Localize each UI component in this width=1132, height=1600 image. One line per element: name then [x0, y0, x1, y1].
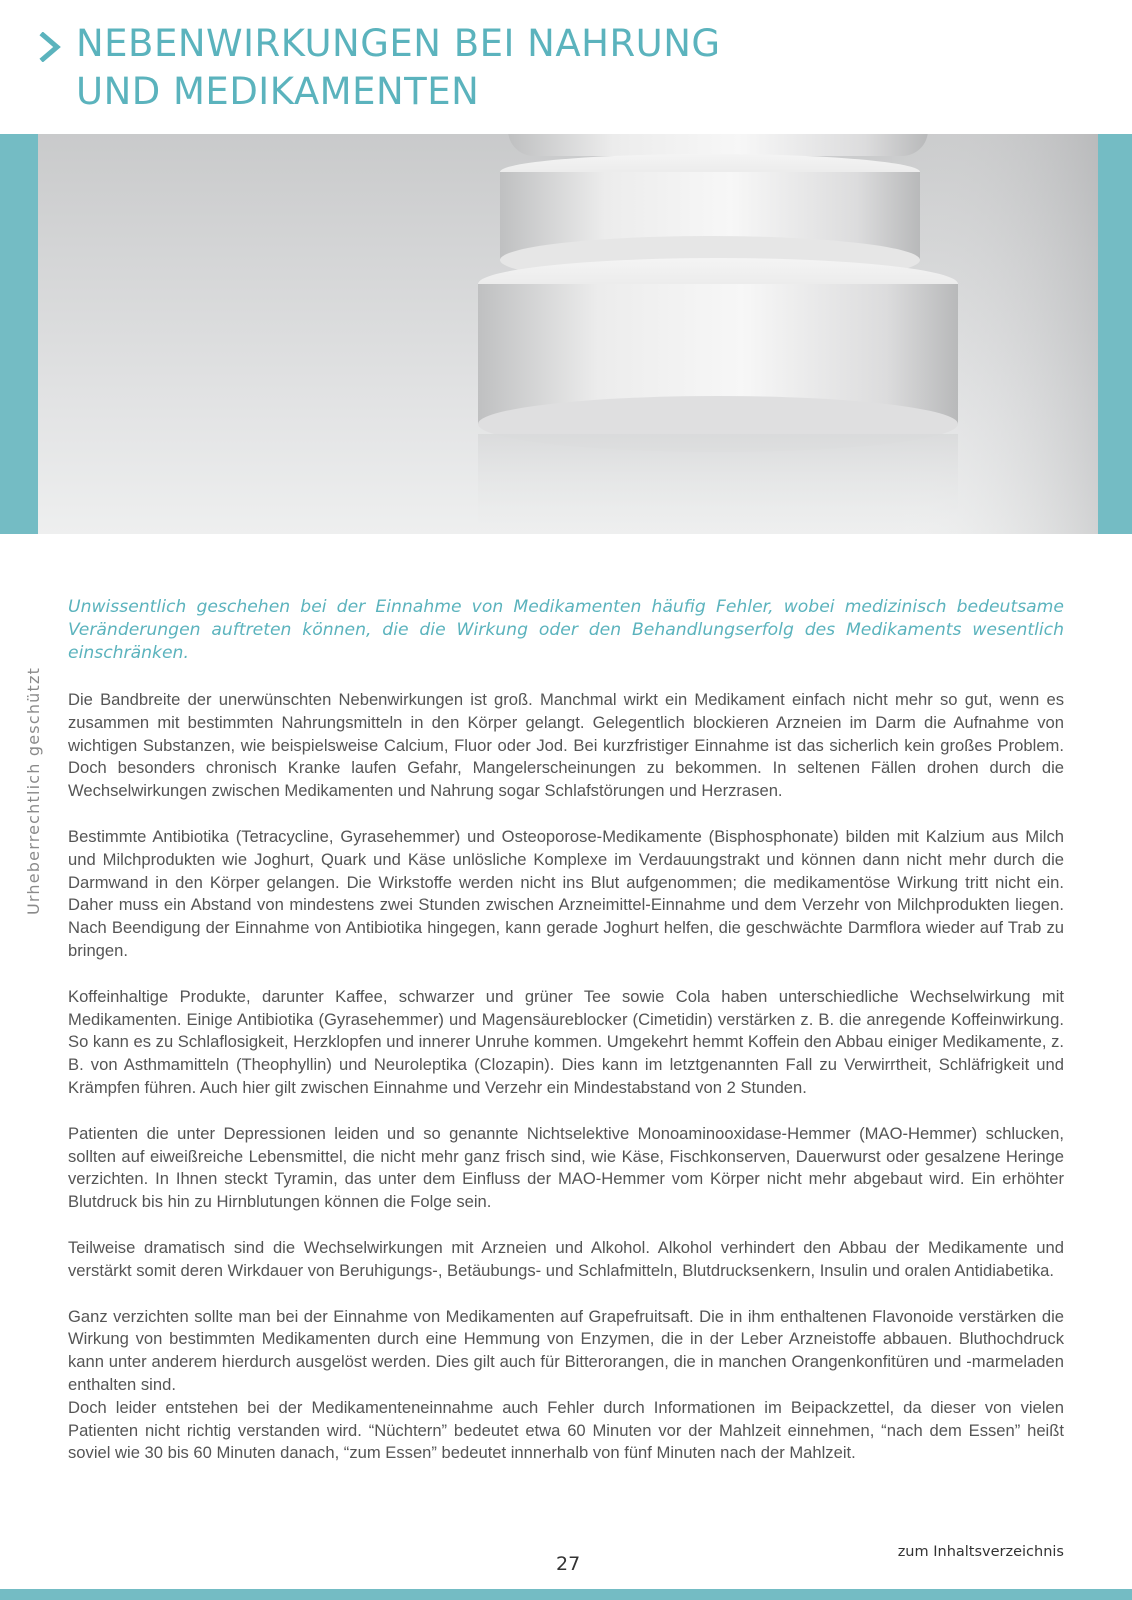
lead-paragraph: Unwissentlich geschehen bei der Einnahme von Medikamenten häufig Fehler, wobei medizinisch bedeutsame Veränderungen auftreten können, die die Wirkung oder den Behandlungserfolg des Medikaments wesentlich einschränken. [68, 597, 1064, 663]
copyright-label: Urheberrechtlich geschützt [24, 666, 43, 915]
pill-stack-illustration [38, 134, 1098, 534]
body-paragraph-3: Koffeinhaltige Produkte, darunter Kaffee, schwarzer und grüner Tee sowie Cola haben unterschiedliche Wechselwirkung mit Medikamenten. Einige Antibiotika (Gyrasehemmer) und Magensäureblocker (Cimetidin) verstärken z. B. die anregende Koffeinwirkung. So kann es zu Schlaflosigkeit, Herzklopfen und innerer Unruhe kommen. Umgekehrt hemmt Koffein den Abbau einiger Medikamente, z. B. von Asthmamitteln (Theophyllin) und Neuroleptika (Clozapin). Dies kann im letztgenannten Fall zu Verwirrtheit, Schläfrigkeit und Krämpfen führen. Auch hier gilt zwischen Einnahme und Verzehr ein Mindestabstand von 2 Stunden. [68, 986, 1064, 1097]
chevron-right-icon [38, 32, 64, 62]
body-paragraph-6: Ganz verzichten sollte man bei der Einnahme von Medikamenten auf Grapefruitsaft. Die in ihm enthaltenen Flavonoide verstärken die Wirkung von bestimmten Medikamenten durch eine Hemmung von Enzymen, die in der Leber Arzneistoffe abbauen. Bluthochdruck kann unter anderem hierdurch ausgelöst werden. Dies gilt auch für Bitterorangen, die in manchen Orangenkonfitüren und -marmeladen enthalten sind. [68, 1306, 1064, 1394]
table-of-contents-link[interactable]: zum Inhaltsverzeichnis [897, 1544, 1064, 1560]
page-number: 27 [556, 1553, 581, 1575]
footer-accent-bar [0, 1589, 1132, 1600]
page-title-line-1: NEBENWIRKUNGEN BEI NAHRUNG [76, 22, 721, 65]
body-paragraph-7: Doch leider entstehen bei der Medikamenteneinnahme auch Fehler durch Informationen im Beipackzettel, da dieser von vielen Patienten nicht richtig verstanden wird. “Nüchtern” bedeutet etwa 60 Minuten vor der Mahlzeit einnehmen, “nach dem Essen” heißt soviel wie 30 bis 60 Minuten danach, “zum Essen” bedeutet innnerhalb von fünf Minuten nach der Mahlzeit. [68, 1397, 1064, 1463]
body-paragraph-1: Die Bandbreite der unerwünschten Nebenwirkungen ist groß. Manchmal wirkt ein Medikament einfach nicht mehr so gut, wenn es zusammen mit bestimmten Nahrungsmitteln in den Körper gelangt. Gelegentlich blockieren Arzneien im Darm die Aufnahme von wichtigen Substanzen, wie beispielsweise Calcium, Fluor oder Jod. Bei kurzfristiger Einnahme ist das sicherlich kein großes Problem. Doch besonders chronisch Kranke laufen Gefahr, Mangelerscheinungen zu bekommen. In seltenen Fällen drohen durch die Wechselwirkungen zwischen Medikamenten und Nahrung sogar Schlafstörungen und Herzrasen. [68, 690, 1064, 801]
article-body [68, 596, 1064, 1465]
page-title [76, 20, 721, 116]
page-title-line-2: UND MEDIKAMENTEN [76, 70, 480, 113]
body-paragraph-2: Bestimmte Antibiotika (Tetracycline, Gyrasehemmer) und Osteoporose-Medikamente (Bisphosphonate) bilden mit Kalzium aus Milch und Milchprodukten wie Joghurt, Quark und Käse unlösliche Komplexe im Verdauungstrakt und können dann nicht mehr durch die Darmwand in den Körper gelangen. Die Wirkstoffe werden nicht ins Blut aufgenommen; die medikamentöse Wirkung tritt nicht ein. Daher muss ein Abstand von mindestens zwei Stunden zwischen Arzneimittel-Einnahme und dem Verzehr von Milchprodukten liegen. Nach Beendigung der Einnahme von Antibiotika hingegen, kann gerade Joghurt helfen, die geschwächte Darmflora wieder auf Trab zu bringen. [68, 826, 1064, 960]
body-paragraph-5: Teilweise dramatisch sind die Wechselwirkungen mit Arzneien und Alkohol. Alkohol verhindert den Abbau der Medikamente und verstärkt somit deren Wirkdauer von Beruhigungs-, Betäubungs- und Schlafmitteln, Blutdrucksenkern, Insulin und oralen Antidiabetika. [68, 1237, 1064, 1280]
body-paragraph-4: Patienten die unter Depressionen leiden und so genannte Nichtselektive Monoaminooxidase-Hemmer (MAO-Hemmer) schlucken, sollten auf eiweißreiche Lebensmittel, die nicht mehr ganz frisch sind, wie Käse, Fischkonserven, Dauerwurst oder gesalzene Heringe verzichten. In Ihnen steckt Tyramin, das unter dem Einfluss der MAO-Hemmer vom Körper nicht mehr abgebaut wird. Ein erhöhter Blutdruck bis hin zu Hirnblutungen können die Folge sein. [68, 1123, 1064, 1212]
hero-image-pills [38, 134, 1098, 534]
